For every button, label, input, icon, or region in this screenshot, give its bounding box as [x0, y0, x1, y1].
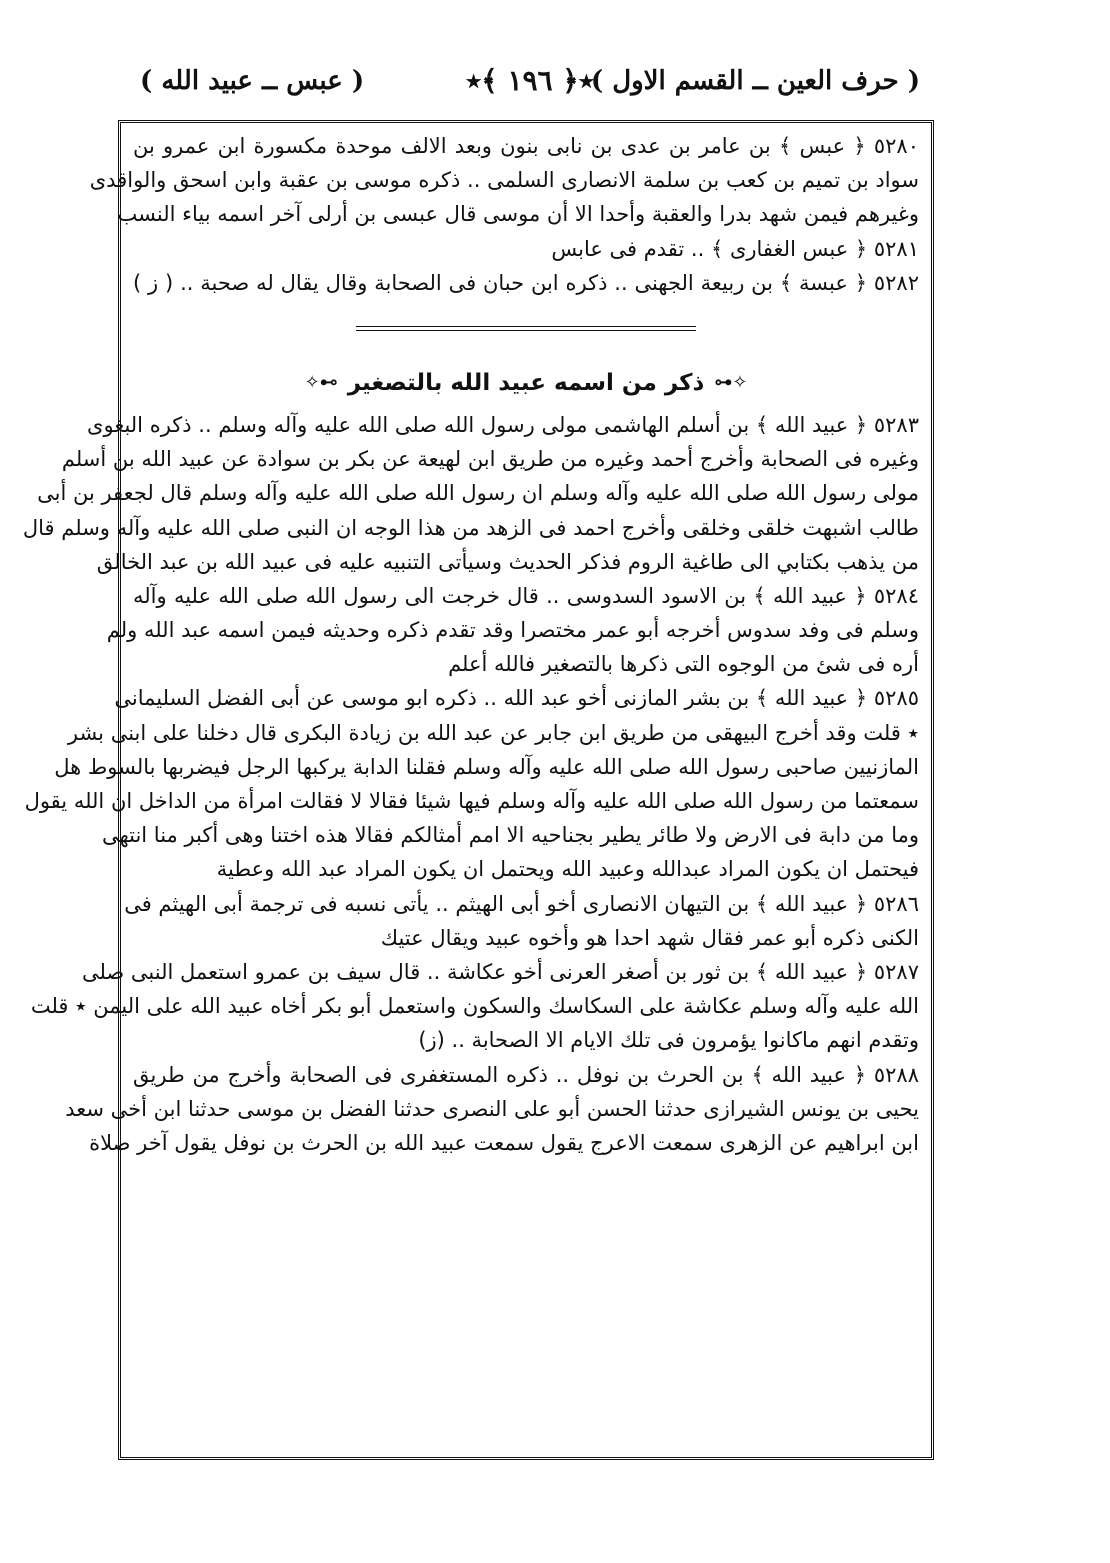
text-line: ٥٢٨٤ ﴿ عبيد الله ﴾ بن الاسود السدوسى .. قال خرجت الى رسول الله صلى الله عليه وآله [133, 583, 919, 608]
text-line: وغيرهم فيمن شهد بدرا والعقبة وأحدا الا أن موسى قال عبسى بن أرلى آخر اسمه بياء النسب [117, 202, 919, 227]
text-line: فيحتمل ان يكون المراد عبدالله وعبيد الله ويحتمل ان يكون المراد عبد الله وعطية [216, 857, 919, 882]
text-line: وغيره فى الصحابة وأخرج أحمد وغيره من طريق ابن لهيعة عن بكر بن سوادة عن عبيد الله بن أسلم [61, 447, 919, 472]
page-header [140, 62, 920, 110]
text-line: المازنيين صاحبى رسول الله صلى الله عليه وآله وسلم فقلنا الدابة يركبها الرجل فيضربها بالسوط هل [54, 754, 919, 779]
ornament-left-icon: ⊶✧ [304, 372, 338, 394]
text-line: الكنى ذكره أبو عمر فقال شهد احدا هو وأخوه عبيد ويقال عتيك [380, 925, 919, 950]
text-line: وتقدم انهم ماكانوا يؤمرون فى تلك الايام الا الصحابة .. (ز) [418, 1028, 919, 1053]
section-title: ذكر من اسمه عبيد الله بالتصغير [347, 369, 705, 396]
text-line: ٥٢٨٣ ﴿ عبيد الله ﴾ بن أسلم الهاشمى مولى رسول الله صلى الله عليه وآله وسلم .. ذكره البغوى [87, 412, 919, 437]
header-page-number: ٭﴿ ١٩٦ ﴾٭ [466, 64, 594, 97]
text-line: ٭ قلت وقد أخرج البيهقى من طريق ابن جابر عن عبد الله بن زيادة البكرى قال دخلنا على ابنى بشر [67, 720, 919, 745]
ornament-right-icon: ✧⊷ [714, 372, 748, 394]
text-line: سواد بن تميم بن كعب بن سلمة الانصارى السلمى .. ذكره موسى بن عقبة وابن اسحق والواقدى [89, 168, 919, 193]
text-line: ٥٢٨٨ ﴿ عبيد الله ﴾ بن الحرث بن نوفل .. ذكره المستغفرى فى الصحابة وأخرج من طريق [133, 1062, 919, 1087]
text-line: أره فى شئ من الوجوه التى ذكرها بالتصغير فالله أعلم [448, 652, 919, 677]
section-heading [133, 358, 919, 408]
text-line: سمعتما من رسول الله صلى الله عليه وآله وسلم فيها شيئا فقالا لا فقالت امرأة من الداخل ان الله يقول [24, 789, 919, 813]
text-line: ٥٢٨٠ ﴿ عبس ﴾ بن عامر بن عدى بن نابى بنون وبعد الالف موحدة مكسورة ابن عمرو بن [133, 134, 919, 158]
text-line: وسلم فى وفد سدوس أخرجه أبو عمر مختصرا وقد تقدم ذكره وحديثه فيمن اسمه عبد الله ولم [106, 618, 919, 643]
text-line: وما من دابة فى الارض ولا طائر يطير بجناحيه الا امم أمثالكم فقالا هذه اختنا وهى أكبر منا انتهى [101, 823, 919, 848]
text-line: ابن ابراهيم عن الزهرى سمعت الاعرج يقول سمعت عبيد الله بن الحرث بن نوفل يقول آخر صلاة [89, 1130, 919, 1155]
main-entries-block [22, 408, 919, 1160]
text-line: طالب اشبهت خلقى وخلقى وأخرج احمد فى الزهد من هذا الوجه ان النبى صلى الله عليه وآله وسلم قال [22, 515, 919, 540]
text-line: ٥٢٨١ ﴿ عبس الغفارى ﴾ .. تقدم فى عابس [551, 236, 919, 261]
divider-rule [356, 326, 696, 331]
top-entries-block [89, 129, 919, 300]
text-line: ٥٢٨٦ ﴿ عبيد الله ﴾ بن التيهان الانصارى أخو أبى الهيثم .. يأتى نسبه فى ترجمة أبى الهيثم فى [124, 891, 919, 916]
text-line: يحيى بن يونس الشيرازى حدثنا الحسن أبو على النصرى حدثنا الفضل بن موسى حدثنا ابن أخى سعد [65, 1096, 919, 1121]
header-chapter-title: ( حرف العين ــ القسم الاول ) [590, 66, 920, 96]
header-entry-range: ( عبس ــ عبيد الله ) [140, 66, 365, 96]
text-line: ٥٢٨٧ ﴿ عبيد الله ﴾ بن ثور بن أصغر العرنى أخو عكاشة .. قال سيف بن عمرو استعمل النبى صلى [81, 959, 919, 984]
text-line: الله عليه وآله وسلم عكاشة على السكاسك والسكون واستعمل أبو بكر أخاه عبيد الله على اليمن ٭ قلت [30, 994, 919, 1019]
text-line: مولى رسول الله صلى الله عليه وآله وسلم ان رسول الله صلى الله عليه وآله وسلم قال لجعفر بن أبى [37, 481, 919, 506]
text-line: ٥٢٨٢ ﴿ عبسة ﴾ بن ربيعة الجهنى .. ذكره ابن حبان فى الصحابة وقال يقال له صحبة .. ( ز ) [133, 270, 919, 295]
section-divider [133, 300, 919, 358]
text-line: من يذهب بكتابي الى طاغية الروم فذكر الحديث وسيأتى التنبيه عليه فى عبيد الله بن عبد الخالق [96, 549, 919, 574]
text-line: ٥٢٨٥ ﴿ عبيد الله ﴾ بن بشر المازنى أخو عبد الله .. ذكره ابو موسى عن أبى الفضل السليمانى [114, 686, 919, 711]
text-frame [22, 120, 934, 1460]
